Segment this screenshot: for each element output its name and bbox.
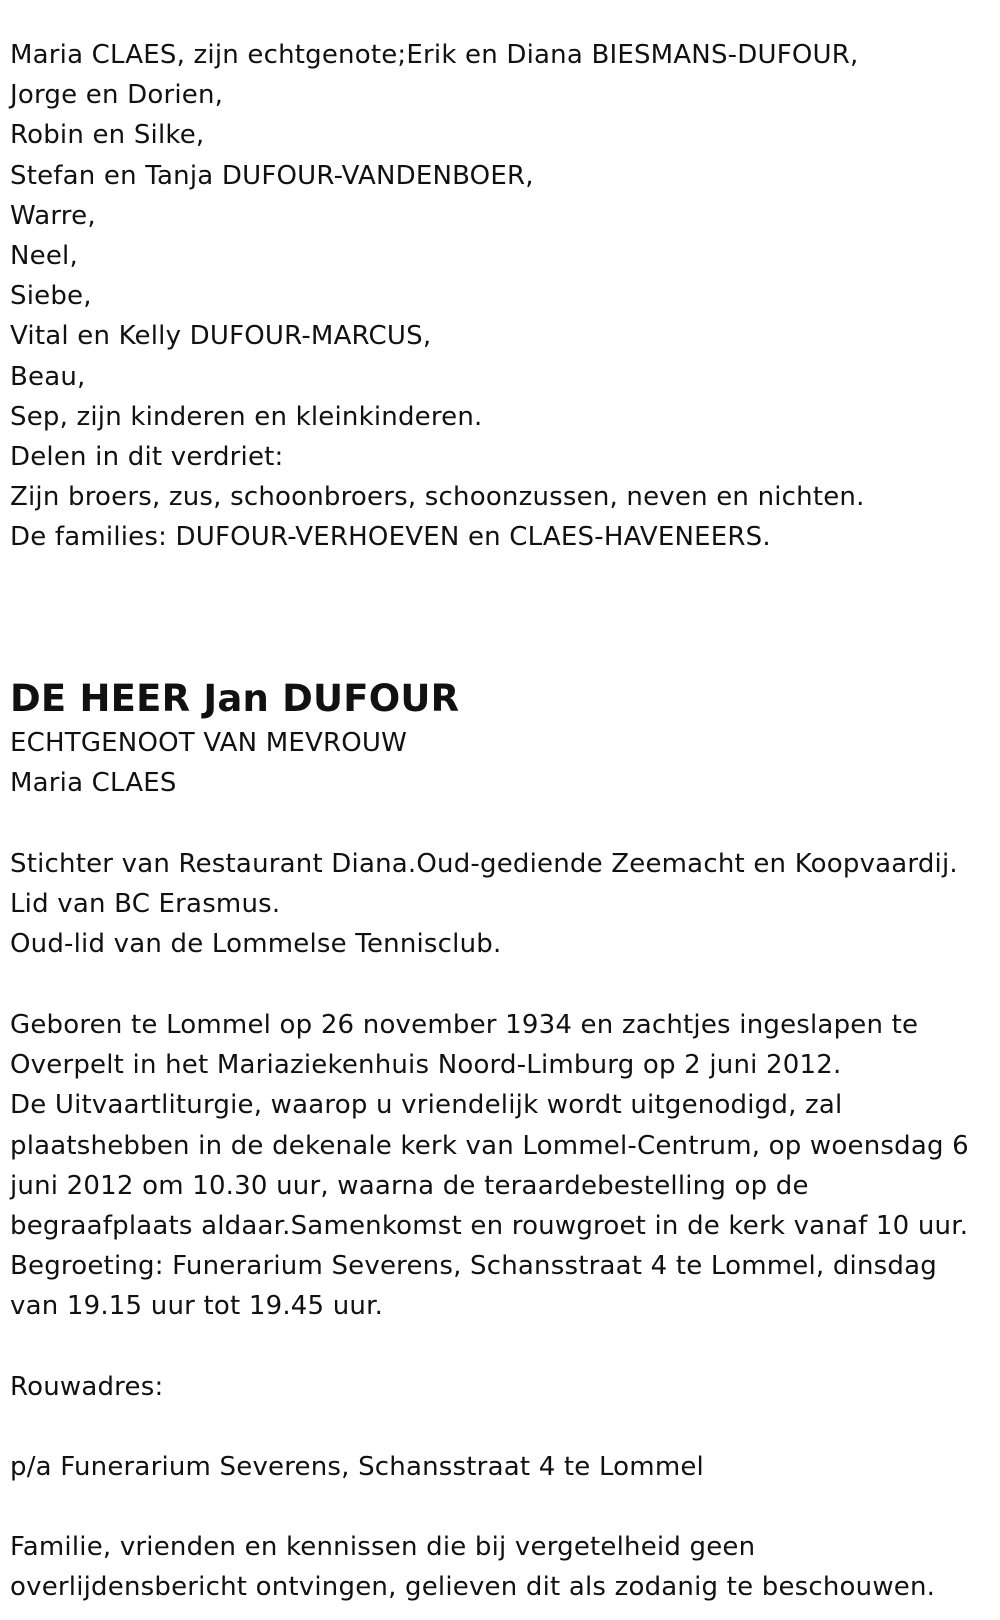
family-line: Siebe, [10,281,92,312]
family-line: De families: DUFOUR-VERHOEVEN en CLAES-HAVENEERS. [10,522,771,553]
rouwadres-label-block [10,1367,163,1407]
funeral-line: plaatshebben in de dekenale kerk van Lommel-Centrum, op woensdag 6 [10,1130,969,1161]
footer-note [10,1527,935,1607]
family-list [10,35,865,557]
deceased-heading [10,675,459,803]
bio-section [10,844,958,965]
family-line: Sep, zijn kinderen en kleinkinderen. [10,401,483,432]
deceased-subtitle: ECHTGENOOT VAN MEVROUW [10,728,408,758]
rouwadres-address-block [10,1447,704,1487]
funeral-details [10,1005,969,1327]
family-line: Jorge en Dorien, [10,80,224,111]
funeral-line: begraafplaats aldaar.Samenkomst en rouwgroet in de kerk vanaf 10 uur. [10,1210,969,1241]
footer-line: Familie, vrienden en kennissen die bij vergetelheid geen [10,1532,756,1562]
family-line: Neel, [10,240,78,271]
footer-line: overlijdensbericht ontvingen, gelieven dit als zodanig te beschouwen. [10,1572,936,1603]
family-line: Vital en Kelly DUFOUR-MARCUS, [10,321,432,352]
deceased-title: DE HEER Jan DUFOUR [10,677,460,720]
family-line: Warre, [10,200,96,231]
funeral-line: juni 2012 om 10.30 uur, waarna de teraardebestelling op de [10,1170,809,1201]
family-line: Robin en Silke, [10,120,205,151]
bio-line: Stichter van Restaurant Diana.Oud-gediende Zeemacht en Koopvaardij. [10,849,958,879]
family-line: Zijn broers, zus, schoonbroers, schoonzussen, neven en nichten. [10,482,865,513]
funeral-line: Geboren te Lommel op 26 november 1934 en zachtjes ingeslapen te [10,1010,919,1040]
family-line: Maria CLAES, zijn echtgenote;Erik en Diana BIESMANS-DUFOUR, [10,40,859,70]
family-line: Stefan en Tanja DUFOUR-VANDENBOER, [10,160,534,191]
family-line: Beau, [10,361,86,392]
deceased-spouse: Maria CLAES [10,768,177,799]
funeral-line: Overpelt in het Mariaziekenhuis Noord-Limburg op 2 juni 2012. [10,1050,842,1081]
funeral-line: van 19.15 uur tot 19.45 uur. [10,1291,384,1322]
family-line: Delen in dit verdriet: [10,441,284,472]
rouwadres-address: p/a Funerarium Severens, Schansstraat 4 te Lommel [10,1452,704,1482]
bio-line: Oud-lid van de Lommelse Tennisclub. [10,929,502,960]
funeral-line: Begroeting: Funerarium Severens, Schansstraat 4 te Lommel, dinsdag [10,1251,937,1282]
funeral-line: De Uitvaartliturgie, waarop u vriendelijk wordt uitgenodigd, zal [10,1090,843,1121]
rouwadres-label: Rouwadres: [10,1372,164,1402]
bio-line: Lid van BC Erasmus. [10,889,281,920]
